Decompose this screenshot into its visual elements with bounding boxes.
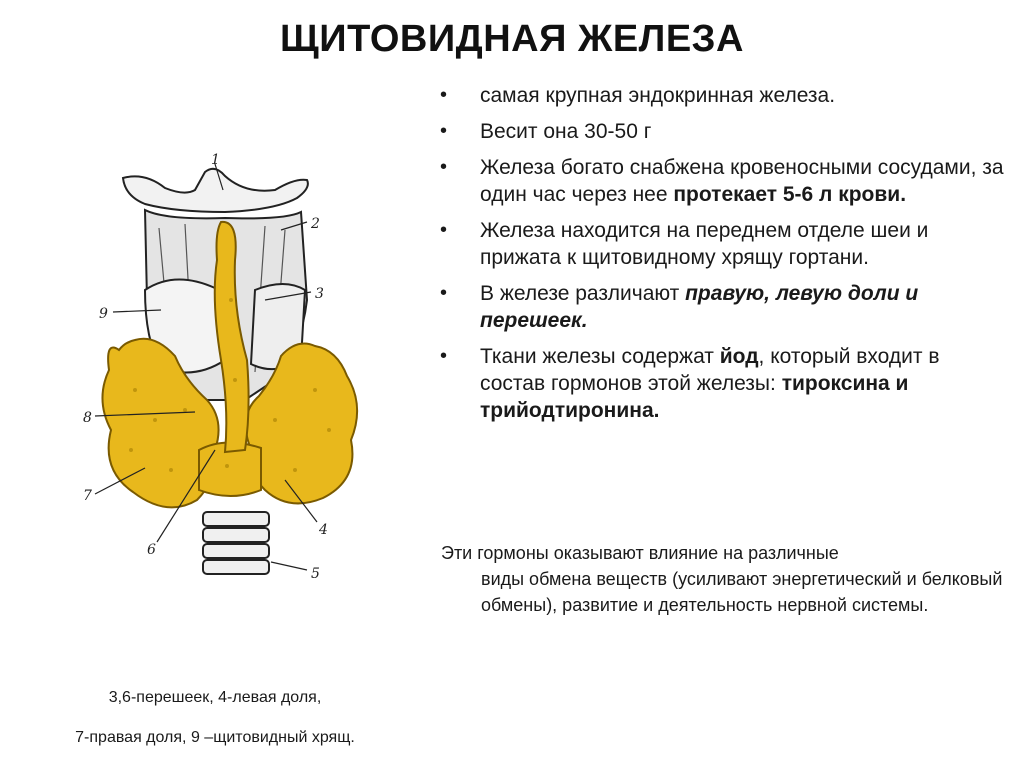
figure-label-9: 9 <box>99 306 108 322</box>
hyoid-bone <box>123 169 308 212</box>
note-first-line: Эти гормоны оказывают влияние на различные <box>441 543 839 563</box>
bullet-item: • Железа богато снабжена кровеносными сосудами, за один час через нее протекает 5-6 л крови. <box>440 156 1004 206</box>
bullet-item: • Железа находится на переднем отделе шеи и прижата к щитовидному хрящу гортани. <box>440 219 929 269</box>
bullet-dot-icon: • <box>440 120 448 142</box>
bullet-item: • самая крупная эндокринная железа. <box>440 84 836 107</box>
thyroid-anatomy-figure <box>75 150 372 587</box>
figure-label-1: 1 <box>211 152 220 168</box>
figure-label-2: 2 <box>311 216 320 232</box>
figure-label-8: 8 <box>83 410 92 426</box>
bullet-item: • Ткани железы содержат йод, который входит в состав гормонов этой железы: тироксина и трийодтиронина. <box>440 345 940 422</box>
note-continuation: виды обмена веществ (усиливают энергетический и белковый обмены), развитие и деятельность нервной системы. <box>481 569 1003 615</box>
bullet-item: • В железе различают правую, левую доли и перешеек. <box>440 282 919 332</box>
bullet-dot-icon: • <box>440 84 448 106</box>
figure-label-7: 7 <box>83 488 92 504</box>
trachea <box>203 512 269 574</box>
figure-label-5: 5 <box>311 566 320 582</box>
figure-label-6: 6 <box>147 542 156 558</box>
figure-label-3: 3 <box>315 286 324 302</box>
slide-title: ЩИТОВИДНАЯ ЖЕЛЕЗА <box>280 18 744 60</box>
bullet-dot-icon: • <box>440 219 448 241</box>
figure-label-4: 4 <box>319 522 328 538</box>
bullet-dot-icon: • <box>440 345 448 367</box>
bullet-item: • Весит она 30-50 г <box>440 120 652 143</box>
hormones-note <box>441 540 1011 618</box>
bullet-dot-icon: • <box>440 156 448 178</box>
figure-caption-line1: 3,6-перешеек, 4-левая доля, <box>108 689 322 706</box>
bullet-dot-icon: • <box>440 282 448 304</box>
bullet-list <box>436 82 1006 433</box>
figure-caption-line2: 7-правая доля, 9 –щитовидный хрящ. <box>75 729 355 746</box>
